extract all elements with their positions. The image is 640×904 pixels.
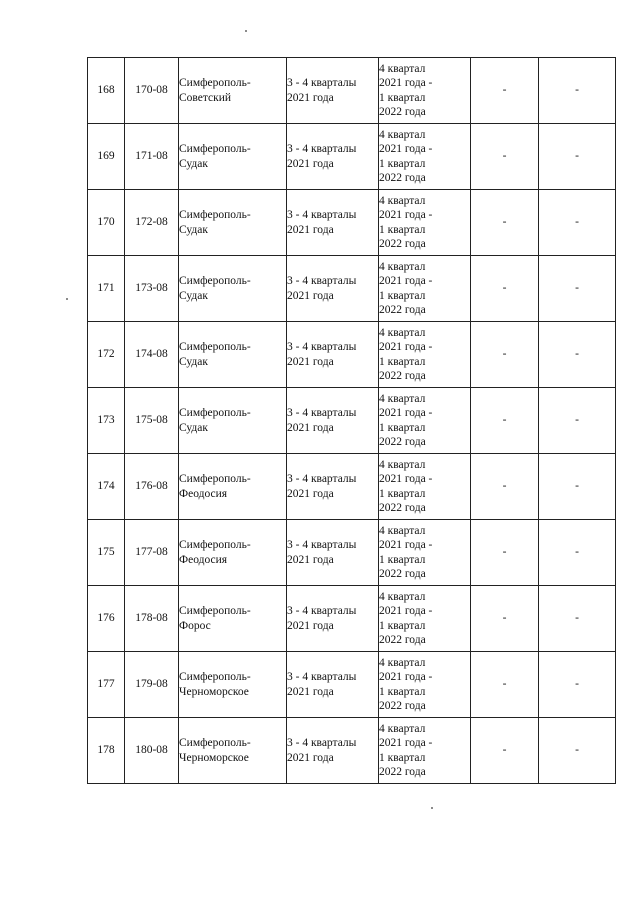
routes-table-body <box>88 58 616 784</box>
route-name-line-2: Судак <box>179 289 208 302</box>
route-code: 171-08 <box>135 150 168 163</box>
period-line-1: 3 - 4 кварталы <box>287 209 357 221</box>
date-line-1: 4 квартал <box>379 722 426 735</box>
row-number: 173 <box>97 414 115 427</box>
date-line-2: 2021 года - <box>379 473 433 485</box>
date-range-cell <box>379 652 471 718</box>
date-line-2: 2021 года - <box>379 209 433 221</box>
route-code-cell <box>125 652 179 718</box>
route-name-line-1: Симферополь- <box>179 77 251 89</box>
row-number: 178 <box>97 744 115 757</box>
row-number: 175 <box>97 546 115 559</box>
route-code-cell <box>125 586 179 652</box>
route-name-cell <box>179 454 287 520</box>
date-line-4: 2022 года <box>379 106 426 118</box>
empty-value-cell <box>539 718 616 784</box>
period-cell <box>287 190 379 256</box>
empty-value-cell <box>471 124 539 190</box>
empty-value-cell <box>539 256 616 322</box>
dash-mark: - <box>502 84 507 97</box>
route-code-cell <box>125 718 179 784</box>
dash-mark: - <box>575 480 579 493</box>
date-line-2: 2021 года - <box>379 737 433 749</box>
dash-mark: - <box>575 84 579 97</box>
row-number: 171 <box>97 282 115 295</box>
empty-value-cell <box>471 388 539 454</box>
date-line-1: 4 квартал <box>379 524 426 537</box>
row-number: 168 <box>97 84 115 97</box>
dash-mark: - <box>575 282 579 295</box>
route-code-cell <box>125 322 179 388</box>
date-line-3: 1 квартал <box>379 619 426 632</box>
dash-mark: - <box>502 612 507 625</box>
date-line-4: 2022 года <box>379 436 426 448</box>
route-name-cell <box>179 58 287 124</box>
empty-value-cell <box>471 586 539 652</box>
date-line-2: 2021 года - <box>379 77 433 89</box>
route-code-cell <box>125 124 179 190</box>
table-row <box>88 454 616 520</box>
period-cell <box>287 124 379 190</box>
date-range-cell <box>379 256 471 322</box>
row-number-cell <box>88 256 125 322</box>
date-line-2: 2021 года - <box>379 605 433 617</box>
row-number: 172 <box>97 348 115 361</box>
empty-value-cell <box>471 322 539 388</box>
route-code-cell <box>125 190 179 256</box>
row-number-cell <box>88 652 125 718</box>
date-range-cell <box>379 322 471 388</box>
table-row <box>88 190 616 256</box>
period-line-1: 3 - 4 кварталы <box>287 275 357 287</box>
date-line-1: 4 квартал <box>379 392 426 405</box>
dash-mark: - <box>575 546 579 559</box>
dash-mark: - <box>502 480 507 493</box>
date-line-3: 1 квартал <box>379 685 426 698</box>
dash-mark: - <box>575 150 579 163</box>
date-line-1: 4 квартал <box>379 62 426 75</box>
date-line-3: 1 квартал <box>379 421 426 434</box>
empty-value-cell <box>471 652 539 718</box>
empty-value-cell <box>471 190 539 256</box>
period-line-2: 2021 года <box>287 157 334 170</box>
date-line-3: 1 квартал <box>379 223 426 236</box>
row-number-cell <box>88 322 125 388</box>
route-code-cell <box>125 58 179 124</box>
date-line-2: 2021 года - <box>379 341 433 353</box>
row-number-cell <box>88 520 125 586</box>
route-name-line-1: Симферополь- <box>179 341 251 353</box>
date-range-cell <box>379 388 471 454</box>
date-line-3: 1 квартал <box>379 487 426 500</box>
date-line-4: 2022 года <box>379 700 426 712</box>
dash-mark: - <box>502 678 507 691</box>
route-name-line-2: Феодосия <box>179 487 228 500</box>
period-line-1: 3 - 4 кварталы <box>287 341 357 353</box>
date-line-3: 1 квартал <box>379 289 426 302</box>
route-name-line-2: Черноморское <box>179 685 249 698</box>
date-line-2: 2021 года - <box>379 275 433 287</box>
period-line-2: 2021 года <box>287 751 334 764</box>
route-code: 173-08 <box>135 282 168 295</box>
row-number: 174 <box>97 480 115 493</box>
scan-speck <box>431 807 433 809</box>
route-name-line-1: Симферополь- <box>179 407 251 419</box>
dash-mark: - <box>575 678 579 691</box>
period-cell <box>287 454 379 520</box>
route-name-line-2: Феодосия <box>179 553 228 566</box>
period-line-2: 2021 года <box>287 487 334 500</box>
empty-value-cell <box>471 58 539 124</box>
route-name-cell <box>179 190 287 256</box>
period-cell <box>287 388 379 454</box>
empty-value-cell <box>539 190 616 256</box>
period-line-1: 3 - 4 кварталы <box>287 77 357 89</box>
dash-mark: - <box>575 348 579 361</box>
period-cell <box>287 520 379 586</box>
route-code: 179-08 <box>135 678 168 691</box>
route-name-cell <box>179 718 287 784</box>
period-cell <box>287 322 379 388</box>
date-line-1: 4 квартал <box>379 590 426 603</box>
dash-mark: - <box>502 744 507 757</box>
route-name-line-2: Судак <box>179 157 208 170</box>
period-line-1: 3 - 4 кварталы <box>287 473 357 485</box>
dash-mark: - <box>575 612 579 625</box>
date-line-4: 2022 года <box>379 634 426 646</box>
date-line-2: 2021 года - <box>379 143 433 155</box>
dash-mark: - <box>575 744 579 757</box>
date-line-4: 2022 года <box>379 238 426 250</box>
route-name-line-1: Симферополь- <box>179 737 251 749</box>
scan-speck <box>66 298 68 300</box>
empty-value-cell <box>539 124 616 190</box>
period-cell <box>287 58 379 124</box>
route-name-line-1: Симферополь- <box>179 275 251 287</box>
empty-value-cell <box>539 586 616 652</box>
route-name-cell <box>179 256 287 322</box>
route-name-line-1: Симферополь- <box>179 539 251 551</box>
date-range-cell <box>379 58 471 124</box>
row-number: 177 <box>97 678 115 691</box>
row-number-cell <box>88 718 125 784</box>
period-line-2: 2021 года <box>287 421 334 434</box>
date-line-1: 4 квартал <box>379 128 426 141</box>
period-line-1: 3 - 4 кварталы <box>287 737 357 749</box>
table-row <box>88 388 616 454</box>
table-row <box>88 322 616 388</box>
empty-value-cell <box>539 520 616 586</box>
empty-value-cell <box>471 256 539 322</box>
route-name-line-1: Симферополь- <box>179 671 251 683</box>
date-line-3: 1 квартал <box>379 157 426 170</box>
route-code-cell <box>125 454 179 520</box>
route-name-line-1: Симферополь- <box>179 605 251 617</box>
period-line-2: 2021 года <box>287 289 334 302</box>
date-line-4: 2022 года <box>379 568 426 580</box>
period-cell <box>287 652 379 718</box>
table-row <box>88 256 616 322</box>
routes-table <box>87 57 616 784</box>
date-line-1: 4 квартал <box>379 260 426 273</box>
period-line-2: 2021 года <box>287 685 334 698</box>
empty-value-cell <box>471 718 539 784</box>
route-name-line-2: Судак <box>179 223 208 236</box>
date-line-1: 4 квартал <box>379 656 426 669</box>
period-cell <box>287 586 379 652</box>
date-line-2: 2021 года - <box>379 671 433 683</box>
dash-mark: - <box>502 150 507 163</box>
period-line-1: 3 - 4 кварталы <box>287 671 357 683</box>
date-line-3: 1 квартал <box>379 751 426 764</box>
date-line-1: 4 квартал <box>379 326 426 339</box>
period-line-1: 3 - 4 кварталы <box>287 143 357 155</box>
period-cell <box>287 718 379 784</box>
date-line-4: 2022 года <box>379 370 426 382</box>
route-name-line-1: Симферополь- <box>179 473 251 485</box>
period-line-1: 3 - 4 кварталы <box>287 605 357 617</box>
route-code: 170-08 <box>135 84 168 97</box>
route-name-line-2: Форос <box>179 619 211 632</box>
date-range-cell <box>379 190 471 256</box>
scan-speck <box>245 30 247 32</box>
date-line-4: 2022 года <box>379 172 426 184</box>
route-code: 175-08 <box>135 414 168 427</box>
table-row <box>88 520 616 586</box>
date-line-1: 4 квартал <box>379 194 426 207</box>
period-line-2: 2021 года <box>287 619 334 632</box>
table-row <box>88 718 616 784</box>
route-code: 172-08 <box>135 216 168 229</box>
route-code-cell <box>125 256 179 322</box>
route-name-line-2: Черноморское <box>179 751 249 764</box>
date-range-cell <box>379 718 471 784</box>
route-code: 180-08 <box>135 744 168 757</box>
route-name-cell <box>179 388 287 454</box>
route-name-line-1: Симферополь- <box>179 143 251 155</box>
period-line-2: 2021 года <box>287 91 334 104</box>
route-code: 174-08 <box>135 348 168 361</box>
row-number-cell <box>88 190 125 256</box>
dash-mark: - <box>502 546 507 559</box>
row-number-cell <box>88 124 125 190</box>
period-line-2: 2021 года <box>287 223 334 236</box>
route-name-line-2: Судак <box>179 421 208 434</box>
date-range-cell <box>379 520 471 586</box>
date-line-4: 2022 года <box>379 766 426 778</box>
dash-mark: - <box>575 414 579 427</box>
empty-value-cell <box>539 322 616 388</box>
date-line-2: 2021 года - <box>379 539 433 551</box>
dash-mark: - <box>575 216 579 229</box>
empty-value-cell <box>539 652 616 718</box>
date-line-2: 2021 года - <box>379 407 433 419</box>
period-line-1: 3 - 4 кварталы <box>287 407 357 419</box>
route-code: 177-08 <box>135 546 168 559</box>
date-line-4: 2022 года <box>379 304 426 316</box>
route-code: 178-08 <box>135 612 168 625</box>
route-name-cell <box>179 322 287 388</box>
route-name-line-1: Симферополь- <box>179 209 251 221</box>
row-number-cell <box>88 388 125 454</box>
row-number-cell <box>88 586 125 652</box>
empty-value-cell <box>539 454 616 520</box>
table-row <box>88 586 616 652</box>
row-number: 176 <box>97 612 115 625</box>
date-line-1: 4 квартал <box>379 458 426 471</box>
dash-mark: - <box>502 414 507 427</box>
date-line-3: 1 квартал <box>379 91 426 104</box>
empty-value-cell <box>471 520 539 586</box>
dash-mark: - <box>502 216 507 229</box>
table-row <box>88 124 616 190</box>
table-row <box>88 652 616 718</box>
row-number-cell <box>88 58 125 124</box>
date-range-cell <box>379 586 471 652</box>
date-line-3: 1 квартал <box>379 355 426 368</box>
route-code: 176-08 <box>135 480 168 493</box>
empty-value-cell <box>471 454 539 520</box>
row-number-cell <box>88 454 125 520</box>
table-row <box>88 58 616 124</box>
period-line-2: 2021 года <box>287 553 334 566</box>
route-code-cell <box>125 520 179 586</box>
route-name-line-2: Судак <box>179 355 208 368</box>
period-line-1: 3 - 4 кварталы <box>287 539 357 551</box>
empty-value-cell <box>539 58 616 124</box>
dash-mark: - <box>502 282 507 295</box>
route-name-line-2: Советский <box>179 91 232 104</box>
period-cell <box>287 256 379 322</box>
route-name-cell <box>179 586 287 652</box>
date-line-4: 2022 года <box>379 502 426 514</box>
route-name-cell <box>179 652 287 718</box>
route-code-cell <box>125 388 179 454</box>
row-number: 169 <box>97 150 115 163</box>
date-range-cell <box>379 124 471 190</box>
empty-value-cell <box>539 388 616 454</box>
period-line-2: 2021 года <box>287 355 334 368</box>
row-number: 170 <box>97 216 115 229</box>
route-name-cell <box>179 124 287 190</box>
dash-mark: - <box>502 348 507 361</box>
date-range-cell <box>379 454 471 520</box>
date-line-3: 1 квартал <box>379 553 426 566</box>
route-name-cell <box>179 520 287 586</box>
